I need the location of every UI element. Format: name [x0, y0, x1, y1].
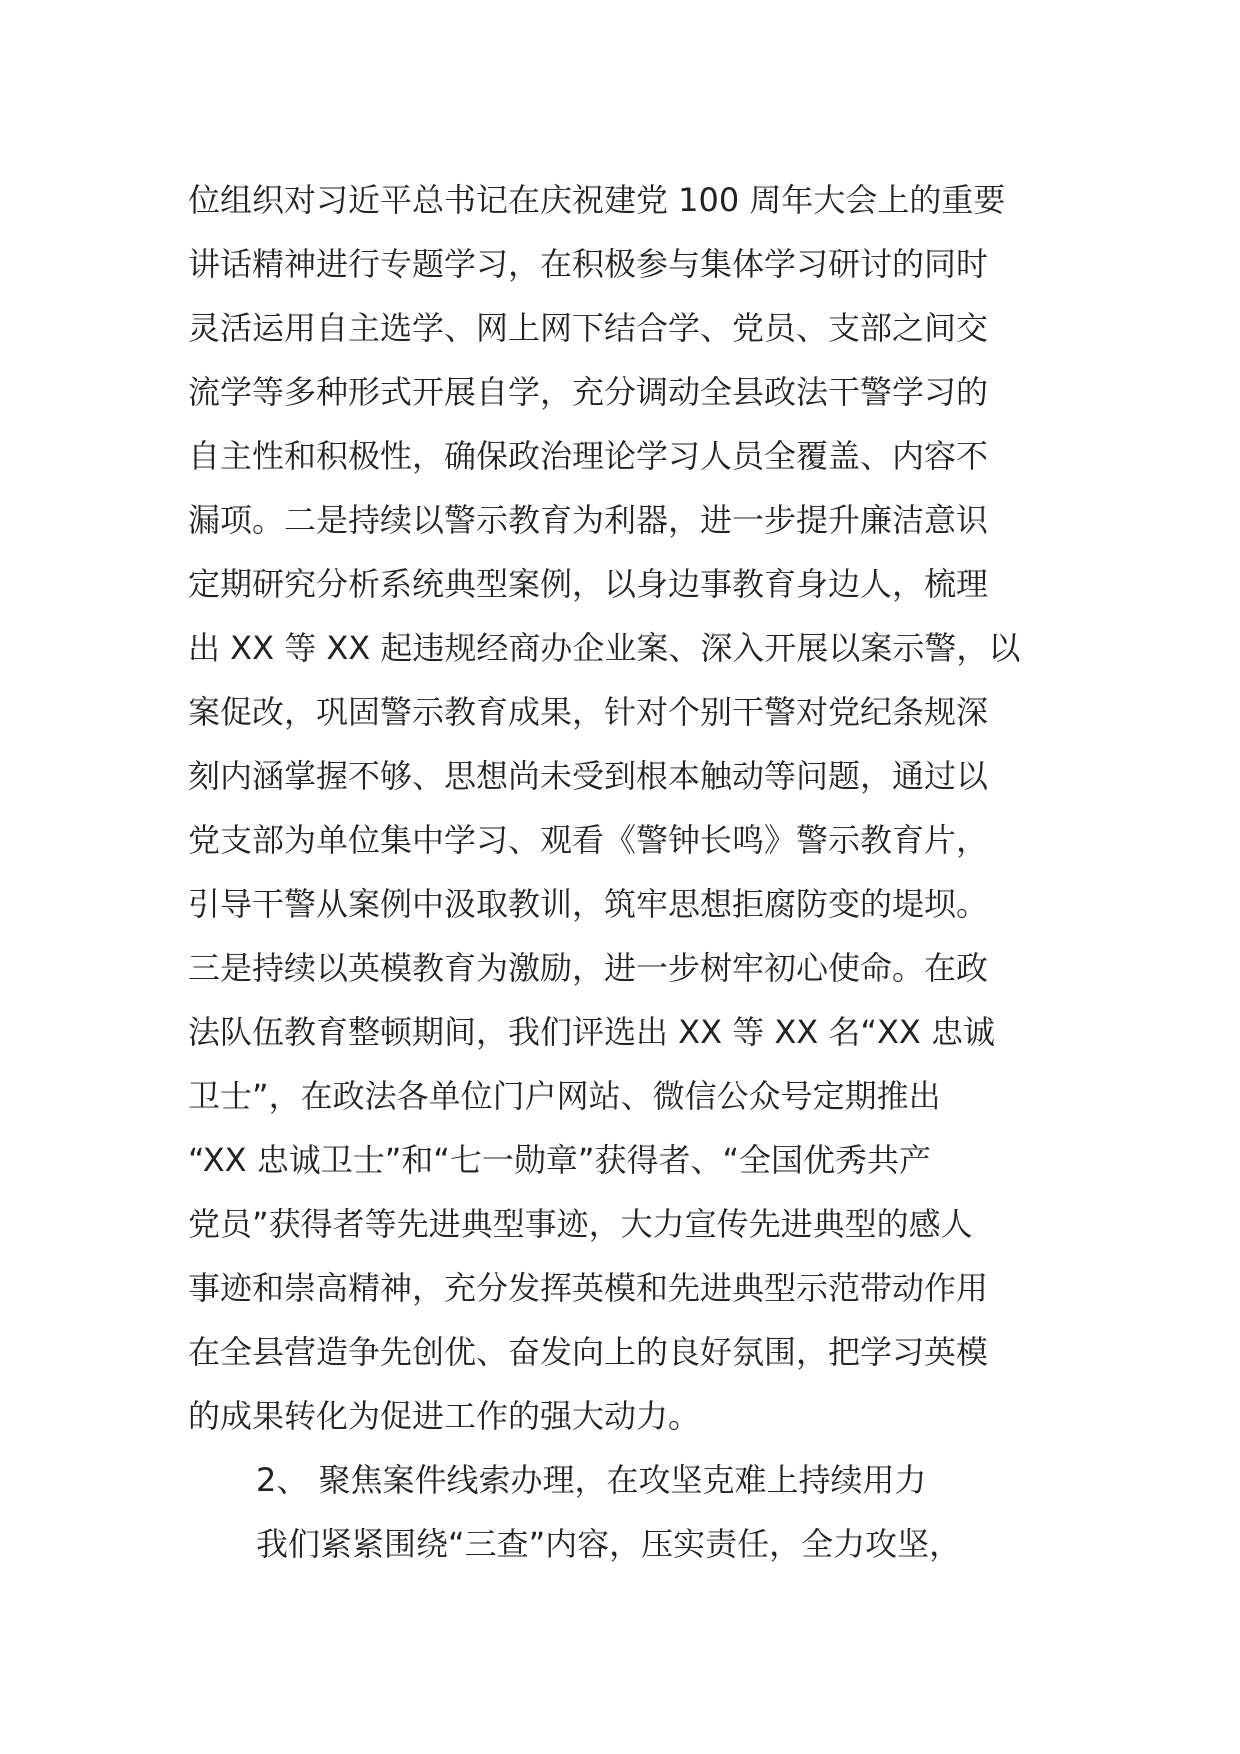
text-line: 流学等多种形式开展自学，充分调动全县政法干警学习的	[188, 373, 989, 411]
text-line: “XX 忠诚卫士”和“七一勋章”获得者、“全国优秀共产	[188, 1141, 932, 1179]
text-line: 定期研究分析系统典型案例，以身边事教育身边人，梳理	[188, 565, 989, 603]
text-line: 刻内涵掌握不够、思想尚未受到根本触动等问题，通过以	[188, 757, 989, 795]
text-line: 党员”获得者等先进典型事迹，大力宣传先进典型的感人	[188, 1205, 973, 1243]
text-line: 讲话精神进行专题学习，在积极参与集体学习研讨的同时	[188, 245, 989, 283]
text-line: 灵活运用自主选学、网上网下结合学、党员、支部之间交	[188, 309, 989, 347]
text-line: 三是持续以英模教育为激励，进一步树牢初心使命。在政	[188, 949, 989, 987]
body-text	[188, 168, 1058, 1576]
text-line: 的成果转化为促进工作的强大动力。	[188, 1397, 701, 1435]
text-line: 出 XX 等 XX 起违规经商办企业案、深入开展以案示警，以	[188, 629, 1021, 667]
text-line: 卫士”，在政法各单位门户网站、微信公众号定期推出	[188, 1077, 941, 1115]
text-line: 案促改，巩固警示教育成果，针对个别干警对党纪条规深	[188, 693, 989, 731]
text-line: 位组织对习近平总书记在庆祝建党 100 周年大会上的重要	[188, 181, 1006, 219]
text-line: 党支部为单位集中学习、观看《警钟长鸣》警示教育片，	[188, 821, 989, 859]
text-line: 法队伍教育整顿期间，我们评选出 XX 等 XX 名“XX 忠诚	[188, 1013, 995, 1051]
section-heading: 2、 聚焦案件线索办理，在攻坚克难上持续用力	[256, 1461, 927, 1499]
text-line: 自主性和积极性，确保政治理论学习人员全覆盖、内容不	[188, 437, 989, 475]
text-line: 在全县营造争先创优、奋发向上的良好氛围，把学习英模	[188, 1333, 989, 1371]
text-line: 我们紧紧围绕“三查”内容，压实责任，全力攻坚，	[256, 1525, 962, 1563]
text-line: 漏项。二是持续以警示教育为利器，进一步提升廉洁意识	[188, 501, 989, 539]
text-line: 引导干警从案例中汲取教训，筑牢思想拒腐防变的堤坝。	[188, 885, 989, 923]
text-line: 事迹和崇高精神，充分发挥英模和先进典型示范带动作用	[188, 1269, 989, 1307]
